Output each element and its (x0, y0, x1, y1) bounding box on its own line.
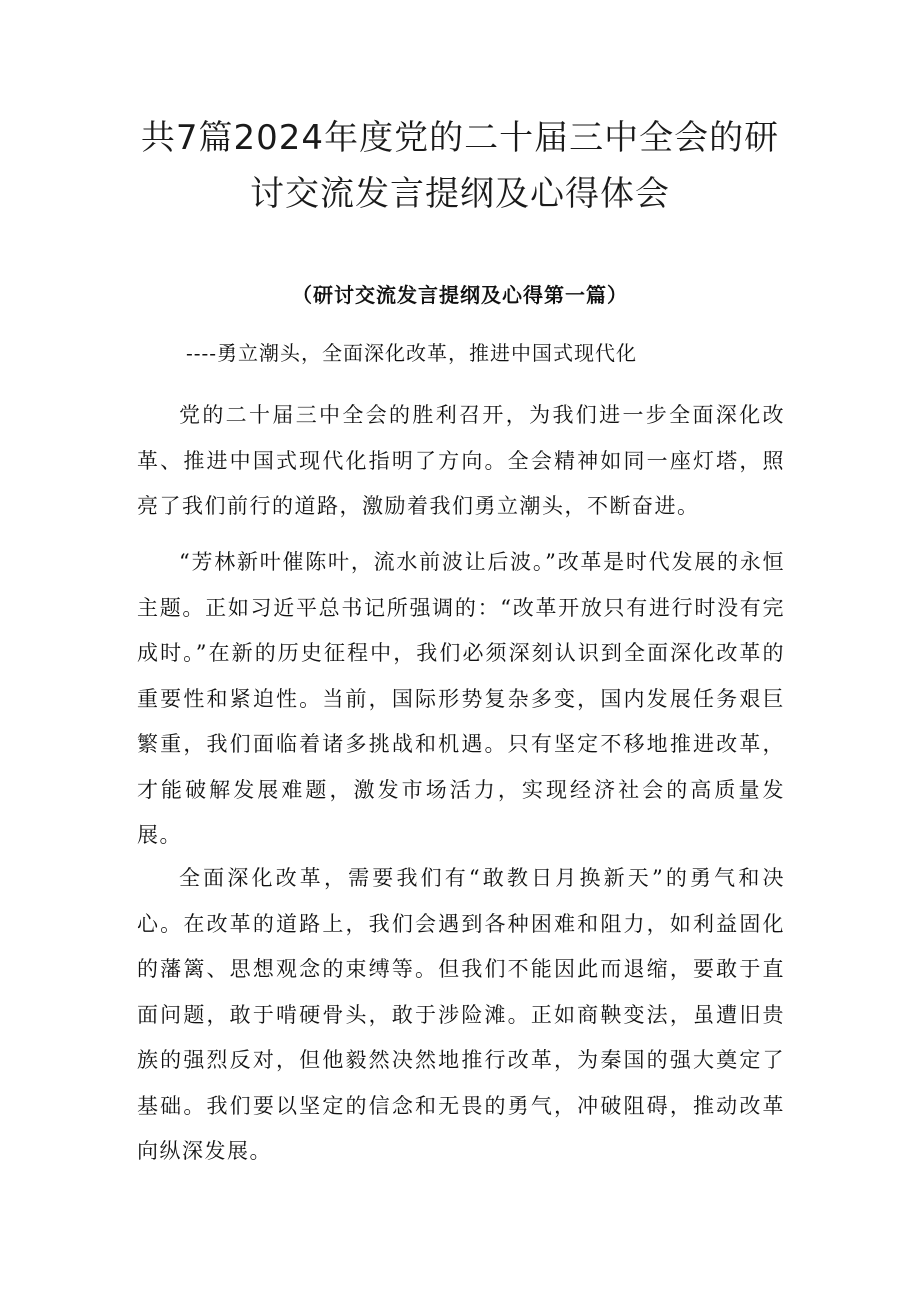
body-paragraph-1: 党的二十届三中全会的胜利召开，为我们进一步全面深化改革、推进中国式现代化指明了方向。全会精神如同一座灯塔，照亮了我们前行的道路，激励着我们勇立潮头，不断奋进。 (137, 403, 785, 518)
title-line-2: 讨交流发言提纲及心得体会 (250, 174, 670, 214)
theme-line: ----勇立潮头，全面深化改革，推进中国式现代化 (186, 341, 638, 365)
document-title (120, 110, 800, 222)
body-paragraph-2: “芳林新叶催陈叶，流水前波让后波。”改革是时代发展的永恒主题。正如习近平总书记所强调的：“改革开放只有进行时没有完成时。”在新的历史征程中，我们必须深刻认识到全面深化改革的重要性和紧迫性。当前，国际形势复杂多变，国内发展任务艰巨繁重，我们面临着诸多挑战和机遇。只有坚定不移地推进改革，才能破解发展难题，激发市场活力，实现经济社会的高质量发展。 (137, 550, 785, 847)
body-paragraph-3: 全面深化改革，需要我们有“敢教日月换新天”的勇气和决心。在改革的道路上，我们会遇到各种困难和阻力，如利益固化的藩篱、思想观念的束缚等。但我们不能因此而退缩，要敢于直面问题，敢于啃硬骨头，敢于涉险滩。正如商鞅变法，虽遭旧贵族的强烈反对，但他毅然决然地推行改革，为秦国的强大奠定了基础。我们要以坚定的信念和无畏的勇气，冲破阻碍，推动改革向纵深发展。 (137, 866, 785, 1163)
title-line-1: 共7篇2024年度党的二十届三中全会的研 (140, 118, 780, 158)
section-heading: （研讨交流发言提纲及心得第一篇） (292, 283, 628, 307)
